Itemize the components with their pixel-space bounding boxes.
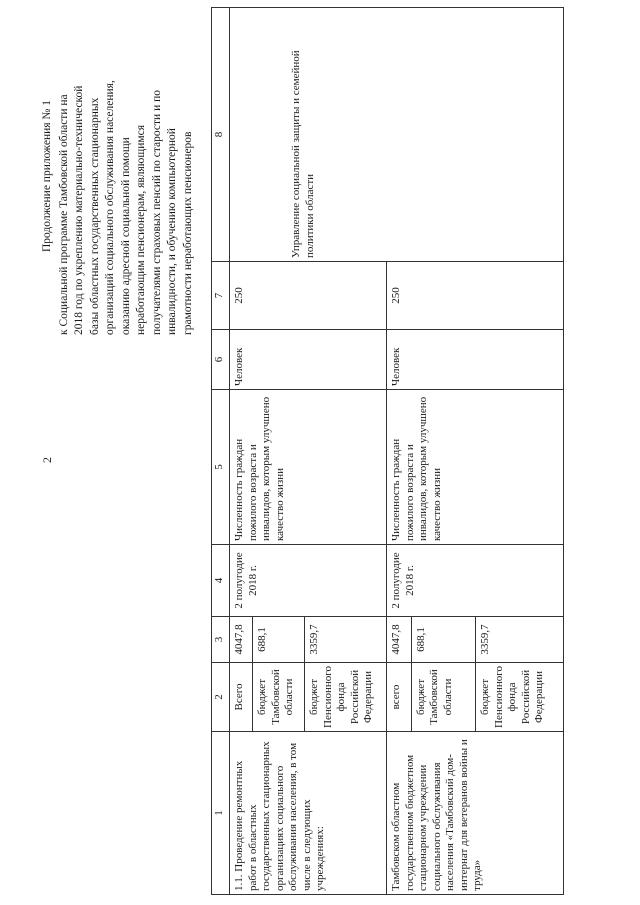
column-number: 2 [212,663,230,732]
period-cell: 2 полугодие 2018 г. [387,545,564,617]
column-number: 8 [212,8,230,262]
amount-cell: 3359,7 [476,617,564,663]
appendix-title: Продолжение приложения № 1 [41,99,53,253]
amount-cell: 688,1 [411,617,476,663]
header-line: оказанию адресной социальной помощи [119,137,132,335]
measure-cell: 1.1. Проведение ремонтных работ в областных государственных стационарных организациях социального обслуживания населения, в том числе в следующих учреждениях: [230,732,387,895]
header-line: организаций социального обслуживания населения, [104,80,116,335]
header-line: получателями страховых пенсий по старости и по [150,90,163,335]
indicator-cell: Численность граждан пожилого возраста и инвалидов, которым улучшено качество жизни [387,390,564,545]
source-cell: бюджет Тамбовской области [411,663,476,732]
column-number: 4 [212,545,230,617]
amount-cell: 688,1 [253,617,305,663]
header-line: неработающим пенсионерам, являющимся [135,124,147,335]
value-cell: 250 [387,262,564,330]
source-cell: бюджет Пенсионного фонда Российской Федерации [476,663,564,732]
header-line: грамотности неработающих пенсионеров [181,131,194,335]
period-cell: 2 полугодие 2018 г. [230,545,387,617]
measure-cell: Тамбовском областном государственном бюджетном стационарном учреждении социального обслуживания населения «Тамбовский дом-интернат для ветеранов войны и труда» [387,732,564,895]
indicator-cell: Численность граждан пожилого возраста и инвалидов, которым улучшено качество жизни [230,390,387,545]
column-number: 1 [212,732,230,895]
appendix-header [40,17,196,335]
column-number-row [212,8,230,895]
amount-cell: 3359,7 [305,617,387,663]
table-row [230,8,253,895]
column-number: 5 [212,390,230,545]
header-line: базы областных государственных стационарных [88,97,101,335]
column-number: 3 [212,617,230,663]
column-number: 6 [212,330,230,390]
amount-cell: 4047,8 [230,617,253,663]
value-cell: 250 [230,262,387,330]
header-line: 2018 год по укреплению материально-технической [73,85,85,335]
header-line: инвалидности, и обучению компьютерной [166,128,178,335]
unit-cell: Человек [230,330,387,390]
source-cell: бюджет Тамбовской области [253,663,305,732]
source-cell: всего [387,663,412,732]
source-cell: Всего [230,663,253,732]
unit-cell: Человек [387,330,564,390]
header-line: к Социальной программе Тамбовской области на [57,94,70,335]
source-cell: бюджет Пенсионного фонда Российской Федерации [305,663,387,732]
executor-cell: Управление социальной защиты и семейной политики области [230,8,564,262]
column-number: 7 [212,262,230,330]
page-number: 2 [40,457,54,463]
amount-cell: 4047,8 [387,617,412,663]
program-table [211,7,564,895]
